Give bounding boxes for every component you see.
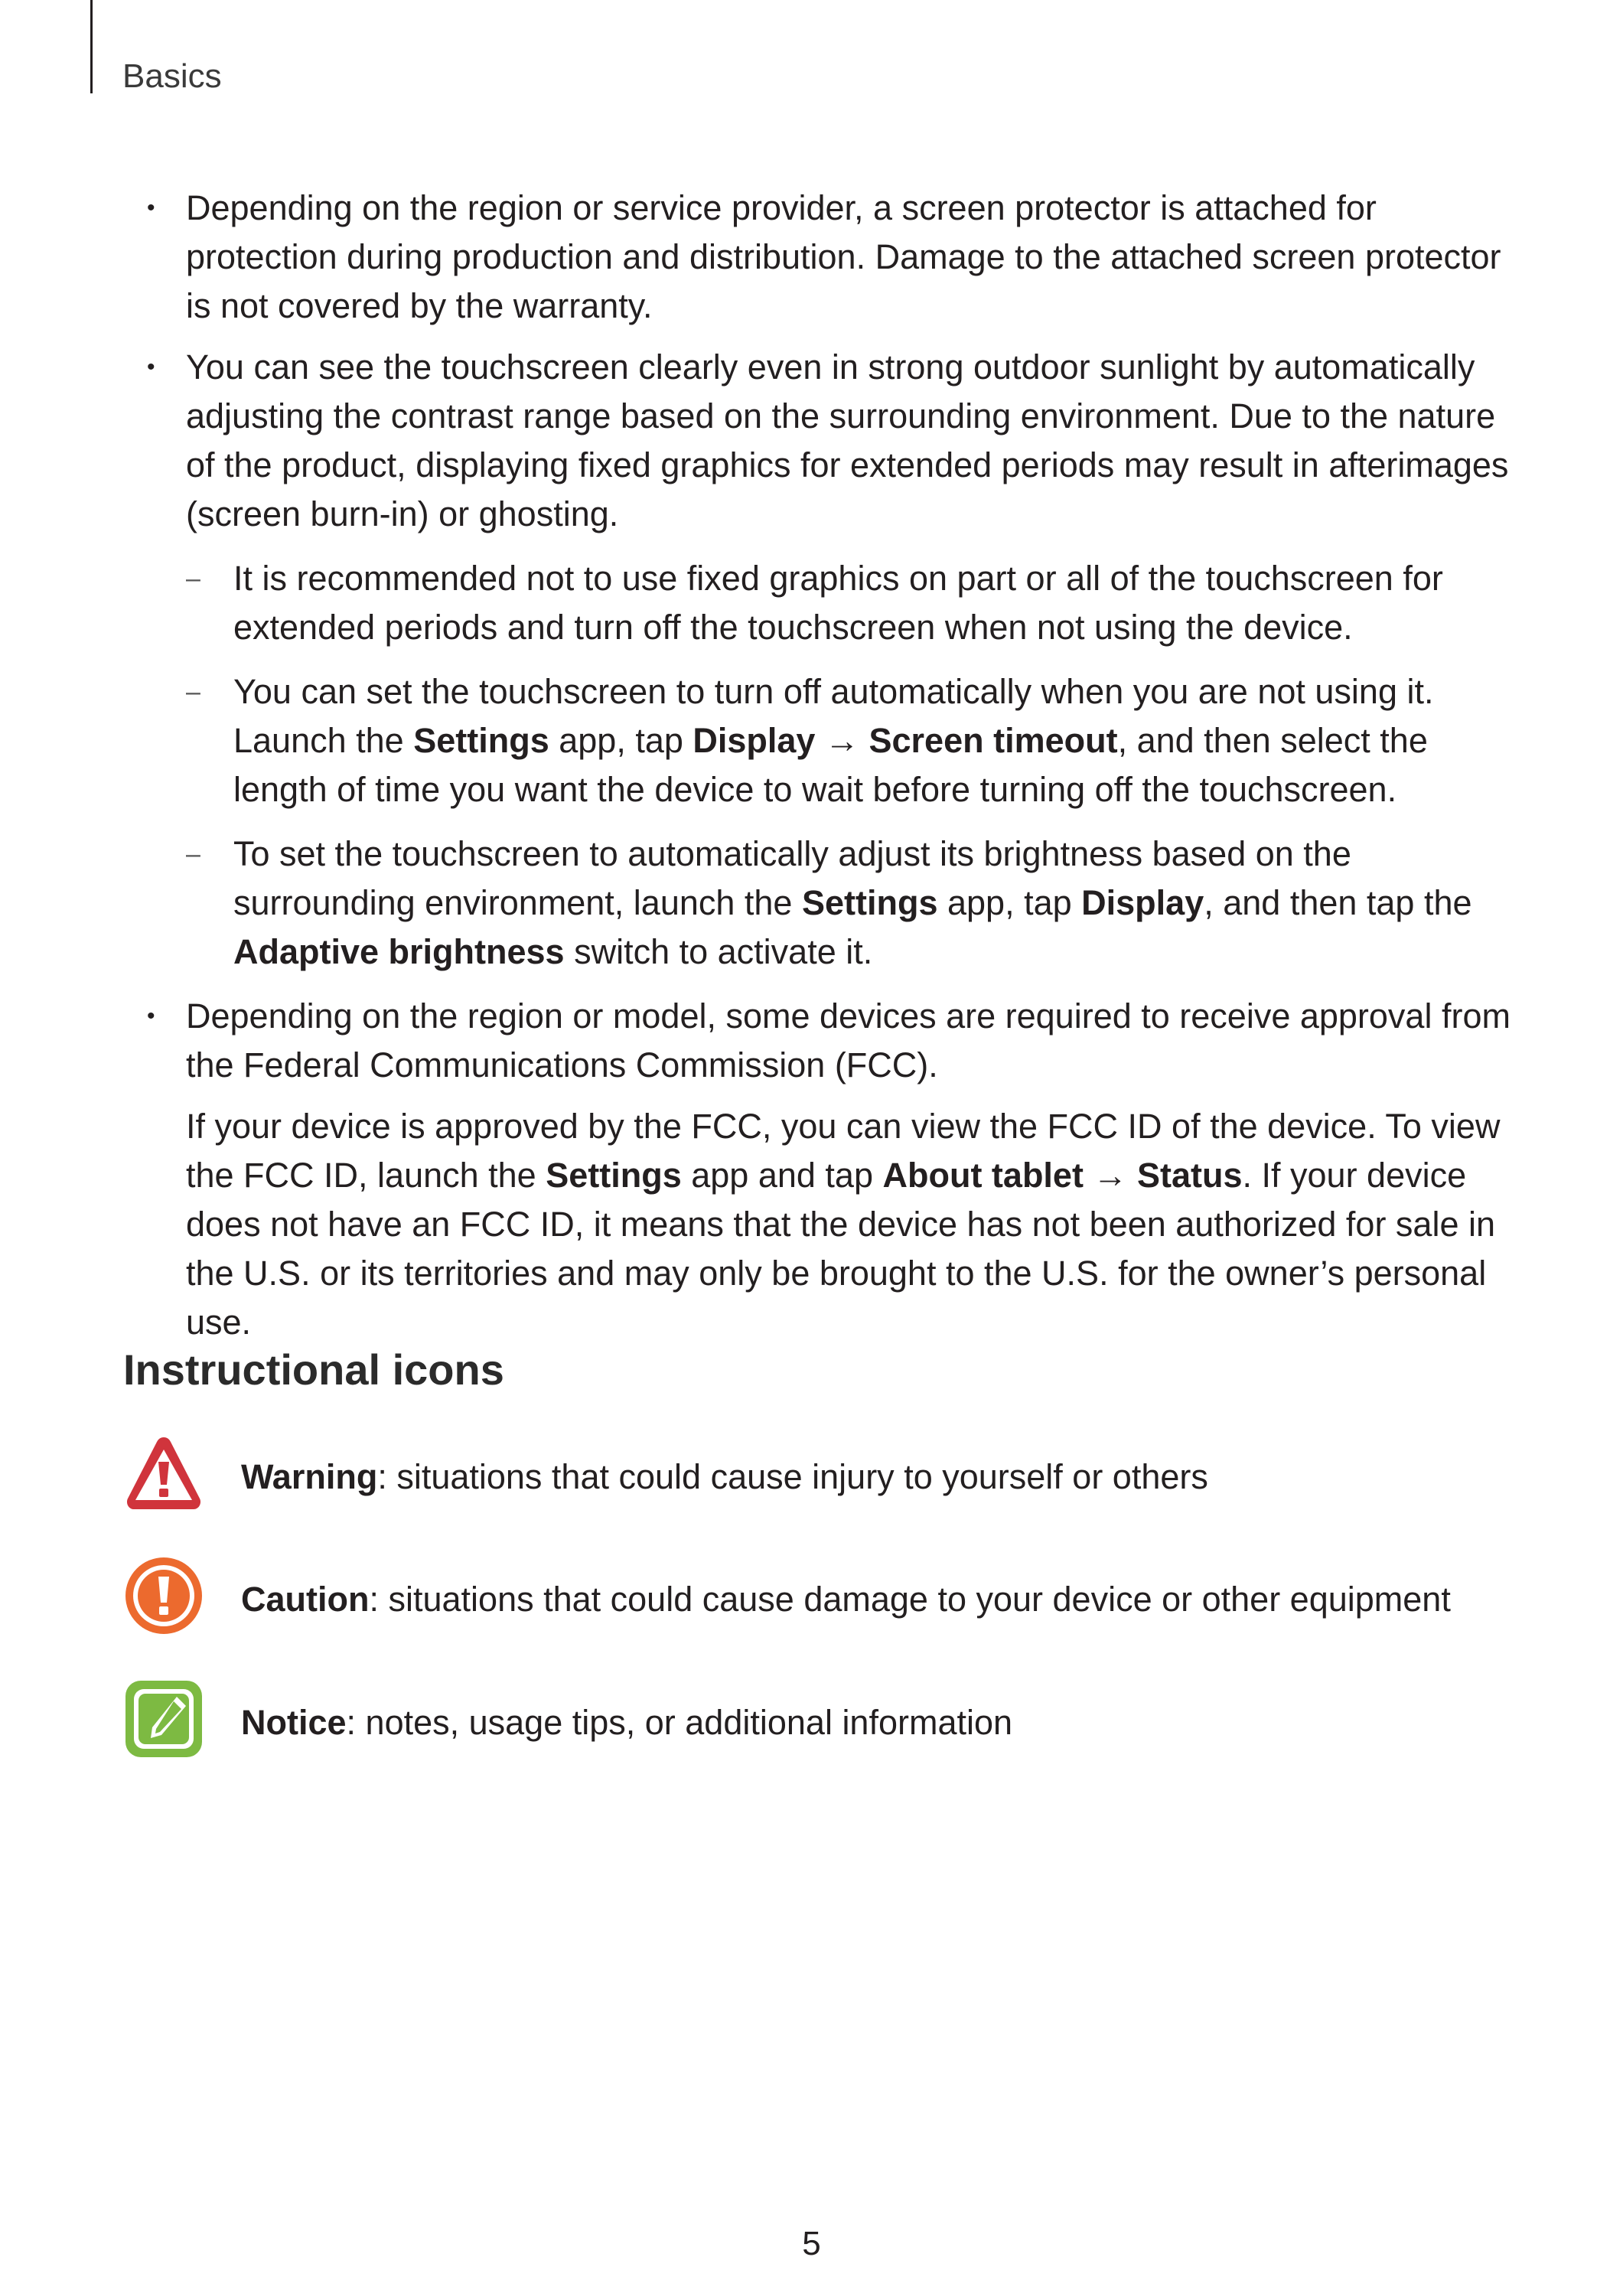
bullet-item [0, 184, 1517, 331]
caution-text: : situations that could cause damage to your device or other equipment [369, 1580, 1451, 1619]
settings-app-name: Settings [801, 883, 938, 922]
sub-item [186, 830, 1517, 977]
adaptive-brightness-switch-name: Adaptive brightness [233, 932, 565, 971]
warning-description [241, 1453, 1208, 1502]
settings-app-name: Settings [546, 1156, 682, 1195]
warning-text: : situations that could cause injury to yourself or others [377, 1457, 1208, 1496]
notice-text: : notes, usage tips, or additional information [346, 1703, 1013, 1742]
text-run: switch to activate it. [564, 932, 873, 971]
instructional-icons-heading: Instructional icons [123, 1345, 504, 1394]
caution-label: Caution [241, 1580, 370, 1619]
sub-item-text: It is recommended not to use fixed graphics on part or all of the touchscreen for extended periods and turn off the touchscreen when not using the device. [233, 559, 1443, 647]
dash-marker: – [186, 677, 200, 706]
arrow-separator: → [1083, 1156, 1137, 1195]
text-run: app and tap [681, 1156, 883, 1195]
page-number: 5 [802, 2225, 821, 2262]
notice-row [123, 1678, 1501, 1763]
bullet-text: Depending on the region or model, some devices are required to receive approval from the Federal Communications Commission (FCC). [186, 996, 1511, 1084]
bullet-marker: • [147, 195, 155, 220]
arrow-separator: → [815, 721, 869, 760]
bullet-marker: • [147, 1003, 155, 1029]
dash-marker: – [186, 564, 200, 593]
sub-item [186, 554, 1517, 652]
caution-circle-icon [123, 1555, 204, 1636]
text-run: , and then tap the [1204, 883, 1472, 922]
warning-row [123, 1433, 1501, 1517]
bullet-item [0, 992, 1517, 1347]
dash-marker: – [186, 840, 200, 869]
notice-pencil-icon [123, 1678, 204, 1760]
notice-label: Notice [241, 1703, 347, 1742]
text-run: You can set the touchscreen to turn off automatically when you are not using it. Launch the [233, 672, 1434, 760]
text-run: app, tap [937, 883, 1082, 922]
bullet-text: You can see the touchscreen clearly even in strong outdoor sunlight by automatically adjusting the contrast range based on the surrounding environment. Due to the nature of the product, displaying fixed graphics for extended periods may result in afterimages (screen burn-in) or ghosting. [186, 347, 1509, 533]
fcc-paragraph [186, 1102, 1517, 1347]
warning-label: Warning [241, 1457, 378, 1496]
display-menu-name: Display [1081, 883, 1204, 922]
screen-timeout-menu-name: Screen timeout [869, 721, 1118, 760]
text-run: , and then select the length of time you want the device to wait before turning off the touchscreen. [233, 721, 1428, 809]
sub-list [186, 554, 1517, 977]
caution-row [123, 1555, 1501, 1639]
notes-list [0, 184, 1623, 1359]
caution-description [241, 1575, 1451, 1624]
text-run: To set the touchscreen to automatically adjust its brightness based on the surrounding environment, launch the [233, 834, 1351, 922]
text-run: app, tap [549, 721, 693, 760]
text-run: . If your device does not have an FCC ID, it means that the device has not been authorized for sale in the U.S. or its territories and may only be brought to the U.S. for the owner’s personal use. [186, 1156, 1496, 1342]
section-label: Basics [122, 57, 222, 95]
sub-item-text [233, 667, 1517, 814]
settings-app-name: Settings [413, 721, 549, 760]
bullet-text: Depending on the region or service provider, a screen protector is attached for protection during production and distribution. Damage to the attached screen protector is not covered by the warranty. [186, 188, 1501, 325]
bullet-item [0, 343, 1517, 977]
about-tablet-menu-name: About tablet [882, 1156, 1084, 1195]
bullet-marker: • [147, 354, 155, 380]
notice-description [241, 1698, 1012, 1747]
display-menu-name: Display [693, 721, 816, 760]
sub-item [186, 667, 1517, 814]
status-menu-name: Status [1136, 1156, 1243, 1195]
warning-triangle-icon [123, 1433, 204, 1514]
text-run: If your device is approved by the FCC, you can view the FCC ID of the device. To view the FCC ID, launch the [186, 1107, 1501, 1195]
sub-item-text [233, 830, 1517, 977]
header-rule [90, 0, 93, 93]
